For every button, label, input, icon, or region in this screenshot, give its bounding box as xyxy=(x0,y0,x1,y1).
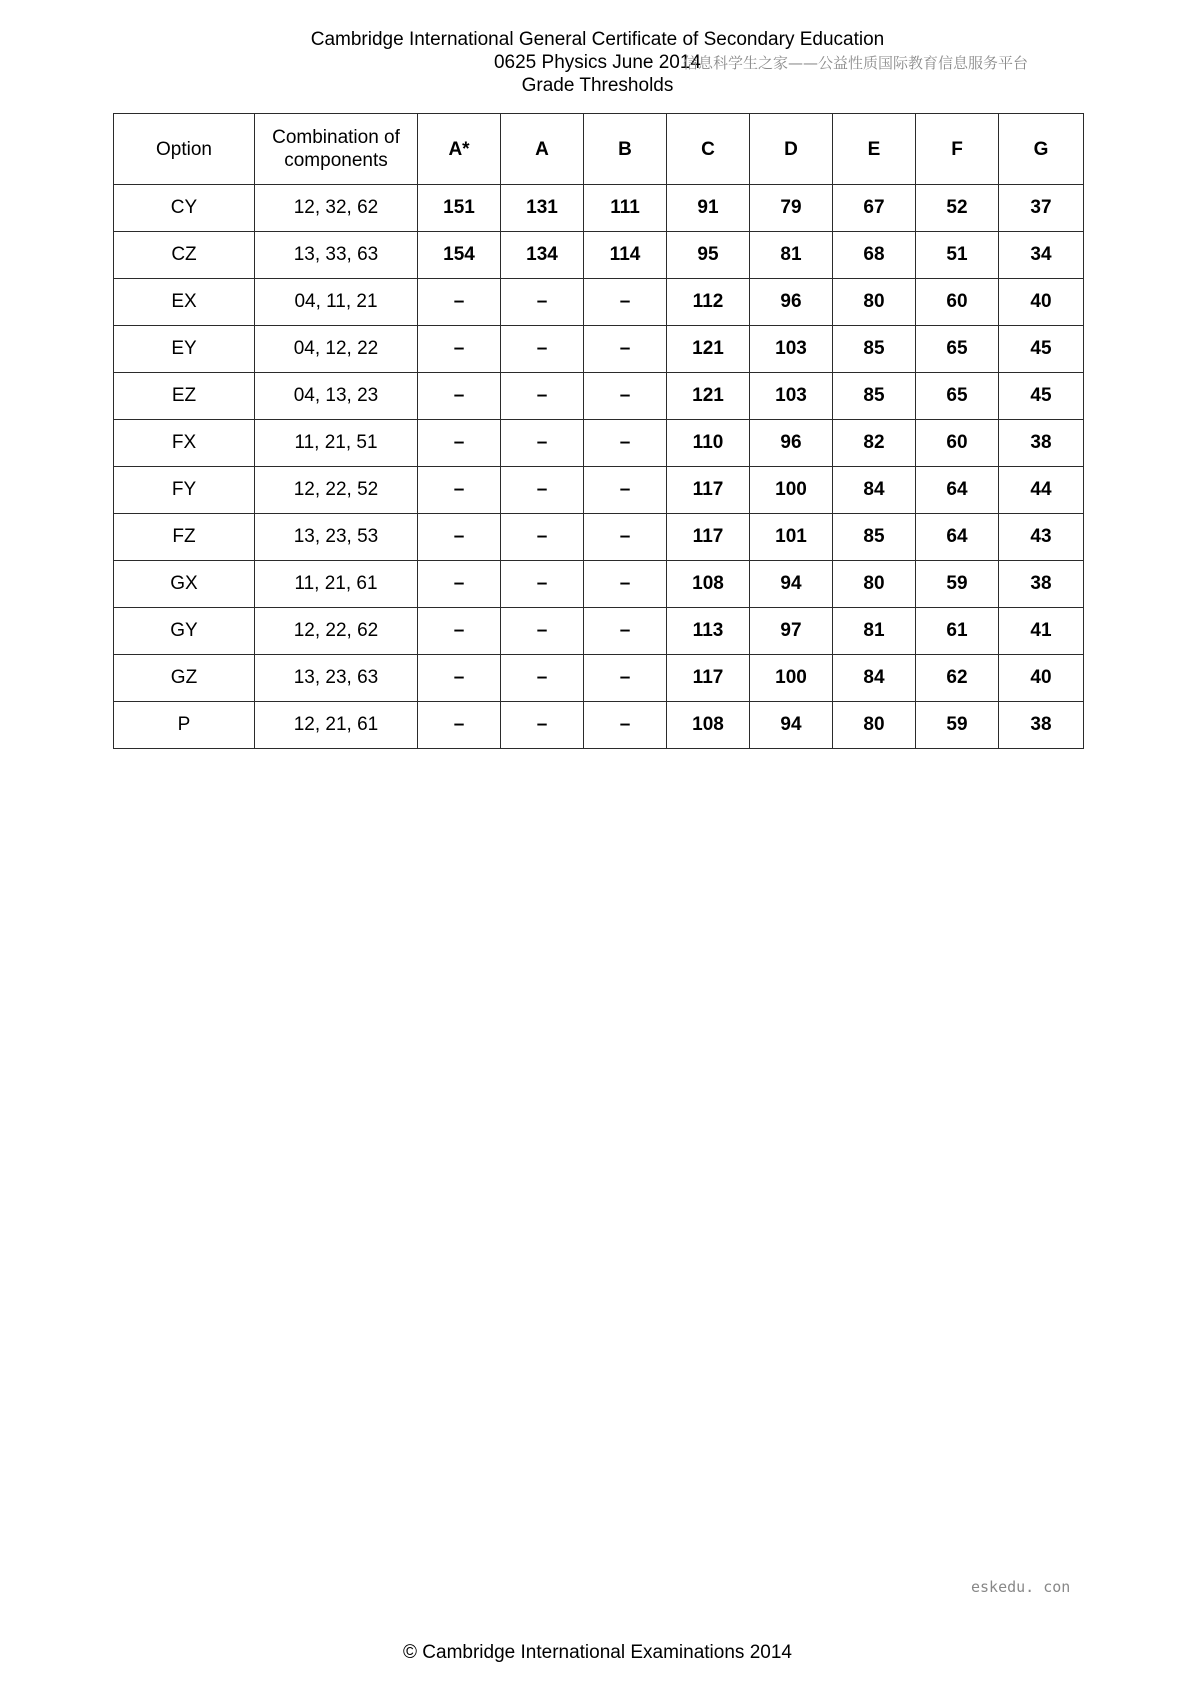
threshold-cell: 103 xyxy=(750,373,833,420)
components-cell: 12, 21, 61 xyxy=(255,702,418,749)
threshold-cell: – xyxy=(418,655,501,702)
threshold-cell: – xyxy=(584,702,667,749)
threshold-cell: 65 xyxy=(916,373,999,420)
option-cell: CZ xyxy=(114,232,255,279)
threshold-cell: 103 xyxy=(750,326,833,373)
threshold-cell: 37 xyxy=(999,185,1084,232)
option-cell: FY xyxy=(114,467,255,514)
threshold-cell: 38 xyxy=(999,561,1084,608)
threshold-cell: 41 xyxy=(999,608,1084,655)
threshold-cell: 113 xyxy=(667,608,750,655)
threshold-cell: 111 xyxy=(584,185,667,232)
threshold-cell: 45 xyxy=(999,326,1084,373)
threshold-cell: – xyxy=(584,467,667,514)
components-cell: 12, 22, 62 xyxy=(255,608,418,655)
threshold-cell: 80 xyxy=(833,561,916,608)
header-grade: G xyxy=(999,114,1084,185)
threshold-cell: – xyxy=(584,561,667,608)
threshold-cell: – xyxy=(501,702,584,749)
threshold-cell: 81 xyxy=(750,232,833,279)
threshold-cell: 59 xyxy=(916,561,999,608)
table-row xyxy=(114,655,1084,702)
threshold-cell: 40 xyxy=(999,655,1084,702)
table-body xyxy=(114,185,1084,749)
threshold-cell: 52 xyxy=(916,185,999,232)
threshold-cell: – xyxy=(418,373,501,420)
header-grade: D xyxy=(750,114,833,185)
threshold-cell: 80 xyxy=(833,702,916,749)
threshold-cell: 34 xyxy=(999,232,1084,279)
threshold-cell: 79 xyxy=(750,185,833,232)
table-row xyxy=(114,467,1084,514)
threshold-cell: 94 xyxy=(750,561,833,608)
threshold-cell: 60 xyxy=(916,420,999,467)
threshold-cell: 60 xyxy=(916,279,999,326)
components-cell: 11, 21, 51 xyxy=(255,420,418,467)
threshold-cell: 84 xyxy=(833,655,916,702)
threshold-cell: 151 xyxy=(418,185,501,232)
threshold-cell: 44 xyxy=(999,467,1084,514)
threshold-cell: 121 xyxy=(667,373,750,420)
threshold-cell: 64 xyxy=(916,514,999,561)
table-row xyxy=(114,185,1084,232)
components-cell: 04, 13, 23 xyxy=(255,373,418,420)
threshold-cell: 38 xyxy=(999,702,1084,749)
threshold-cell: 95 xyxy=(667,232,750,279)
footer-site-text: eskedu. con xyxy=(971,1578,1071,1596)
threshold-cell: – xyxy=(584,608,667,655)
threshold-cell: 84 xyxy=(833,467,916,514)
components-cell: 13, 23, 53 xyxy=(255,514,418,561)
option-cell: GZ xyxy=(114,655,255,702)
threshold-cell: 110 xyxy=(667,420,750,467)
threshold-cell: 121 xyxy=(667,326,750,373)
threshold-cell: 97 xyxy=(750,608,833,655)
threshold-cell: 117 xyxy=(667,514,750,561)
threshold-cell: – xyxy=(501,655,584,702)
threshold-cell: 117 xyxy=(667,655,750,702)
threshold-cell: 68 xyxy=(833,232,916,279)
option-cell: P xyxy=(114,702,255,749)
threshold-cell: – xyxy=(418,326,501,373)
threshold-cell: – xyxy=(584,420,667,467)
option-cell: EY xyxy=(114,326,255,373)
threshold-cell: 85 xyxy=(833,373,916,420)
components-cell: 12, 32, 62 xyxy=(255,185,418,232)
option-cell: EZ xyxy=(114,373,255,420)
threshold-cell: 85 xyxy=(833,326,916,373)
threshold-cell: – xyxy=(418,279,501,326)
header-grade: F xyxy=(916,114,999,185)
threshold-cell: – xyxy=(584,326,667,373)
watermark-text: 信息科学生之家——公益性质国际教育信息服务平台 xyxy=(683,54,1029,72)
table-row xyxy=(114,326,1084,373)
table-row xyxy=(114,608,1084,655)
threshold-cell: 43 xyxy=(999,514,1084,561)
threshold-cell: 61 xyxy=(916,608,999,655)
threshold-cell: 62 xyxy=(916,655,999,702)
table-row xyxy=(114,279,1084,326)
header-combination: Combination of components xyxy=(255,114,418,185)
header-grade: E xyxy=(833,114,916,185)
option-cell: GX xyxy=(114,561,255,608)
table-row xyxy=(114,561,1084,608)
table-header xyxy=(114,114,1084,185)
threshold-cell: 51 xyxy=(916,232,999,279)
threshold-cell: 114 xyxy=(584,232,667,279)
threshold-cell: 100 xyxy=(750,655,833,702)
table-row xyxy=(114,514,1084,561)
option-cell: GY xyxy=(114,608,255,655)
header-grade: C xyxy=(667,114,750,185)
threshold-cell: – xyxy=(418,608,501,655)
threshold-cell: 80 xyxy=(833,279,916,326)
header-option: Option xyxy=(114,114,255,185)
threshold-cell: 131 xyxy=(501,185,584,232)
header-grade: B xyxy=(584,114,667,185)
components-cell: 04, 12, 22 xyxy=(255,326,418,373)
threshold-cell: 154 xyxy=(418,232,501,279)
threshold-cell: 94 xyxy=(750,702,833,749)
threshold-cell: 64 xyxy=(916,467,999,514)
threshold-cell: 112 xyxy=(667,279,750,326)
threshold-cell: 91 xyxy=(667,185,750,232)
threshold-cell: – xyxy=(501,514,584,561)
threshold-cell: – xyxy=(418,420,501,467)
threshold-cell: – xyxy=(501,279,584,326)
table-row xyxy=(114,420,1084,467)
threshold-cell: 108 xyxy=(667,702,750,749)
threshold-cell: – xyxy=(501,373,584,420)
table-row xyxy=(114,232,1084,279)
threshold-cell: – xyxy=(501,420,584,467)
threshold-cell: 96 xyxy=(750,279,833,326)
option-cell: EX xyxy=(114,279,255,326)
threshold-cell: 134 xyxy=(501,232,584,279)
threshold-cell: – xyxy=(584,373,667,420)
document-section-title: Grade Thresholds xyxy=(521,75,674,96)
option-cell: FX xyxy=(114,420,255,467)
grade-thresholds-table xyxy=(113,113,1084,749)
table-row xyxy=(114,702,1084,749)
threshold-cell: – xyxy=(418,514,501,561)
table-row xyxy=(114,373,1084,420)
threshold-cell: 40 xyxy=(999,279,1084,326)
threshold-cell: 81 xyxy=(833,608,916,655)
threshold-cell: – xyxy=(418,702,501,749)
option-cell: CY xyxy=(114,185,255,232)
threshold-cell: 101 xyxy=(750,514,833,561)
document-subtitle: 0625 Physics June 2014 xyxy=(493,52,702,73)
threshold-cell: 65 xyxy=(916,326,999,373)
components-cell: 12, 22, 52 xyxy=(255,467,418,514)
components-cell: 11, 21, 61 xyxy=(255,561,418,608)
document-title: Cambridge International General Certificate of Secondary Education xyxy=(310,29,885,50)
components-cell: 13, 33, 63 xyxy=(255,232,418,279)
header-row xyxy=(114,114,1084,185)
threshold-cell: – xyxy=(584,655,667,702)
threshold-cell: – xyxy=(501,561,584,608)
threshold-cell: 82 xyxy=(833,420,916,467)
option-cell: FZ xyxy=(114,514,255,561)
threshold-cell: 59 xyxy=(916,702,999,749)
threshold-cell: 96 xyxy=(750,420,833,467)
components-cell: 04, 11, 21 xyxy=(255,279,418,326)
components-cell: 13, 23, 63 xyxy=(255,655,418,702)
threshold-cell: 108 xyxy=(667,561,750,608)
threshold-cell: – xyxy=(418,467,501,514)
header-grade: A* xyxy=(418,114,501,185)
threshold-cell: – xyxy=(418,561,501,608)
threshold-cell: 38 xyxy=(999,420,1084,467)
copyright-footer: © Cambridge International Examinations 2014 xyxy=(403,1642,792,1663)
threshold-cell: – xyxy=(501,608,584,655)
threshold-cell: – xyxy=(584,514,667,561)
threshold-cell: – xyxy=(584,279,667,326)
threshold-cell: 67 xyxy=(833,185,916,232)
threshold-cell: 100 xyxy=(750,467,833,514)
threshold-cell: – xyxy=(501,467,584,514)
header-grade: A xyxy=(501,114,584,185)
threshold-cell: 45 xyxy=(999,373,1084,420)
threshold-cell: 85 xyxy=(833,514,916,561)
threshold-cell: – xyxy=(501,326,584,373)
threshold-cell: 117 xyxy=(667,467,750,514)
